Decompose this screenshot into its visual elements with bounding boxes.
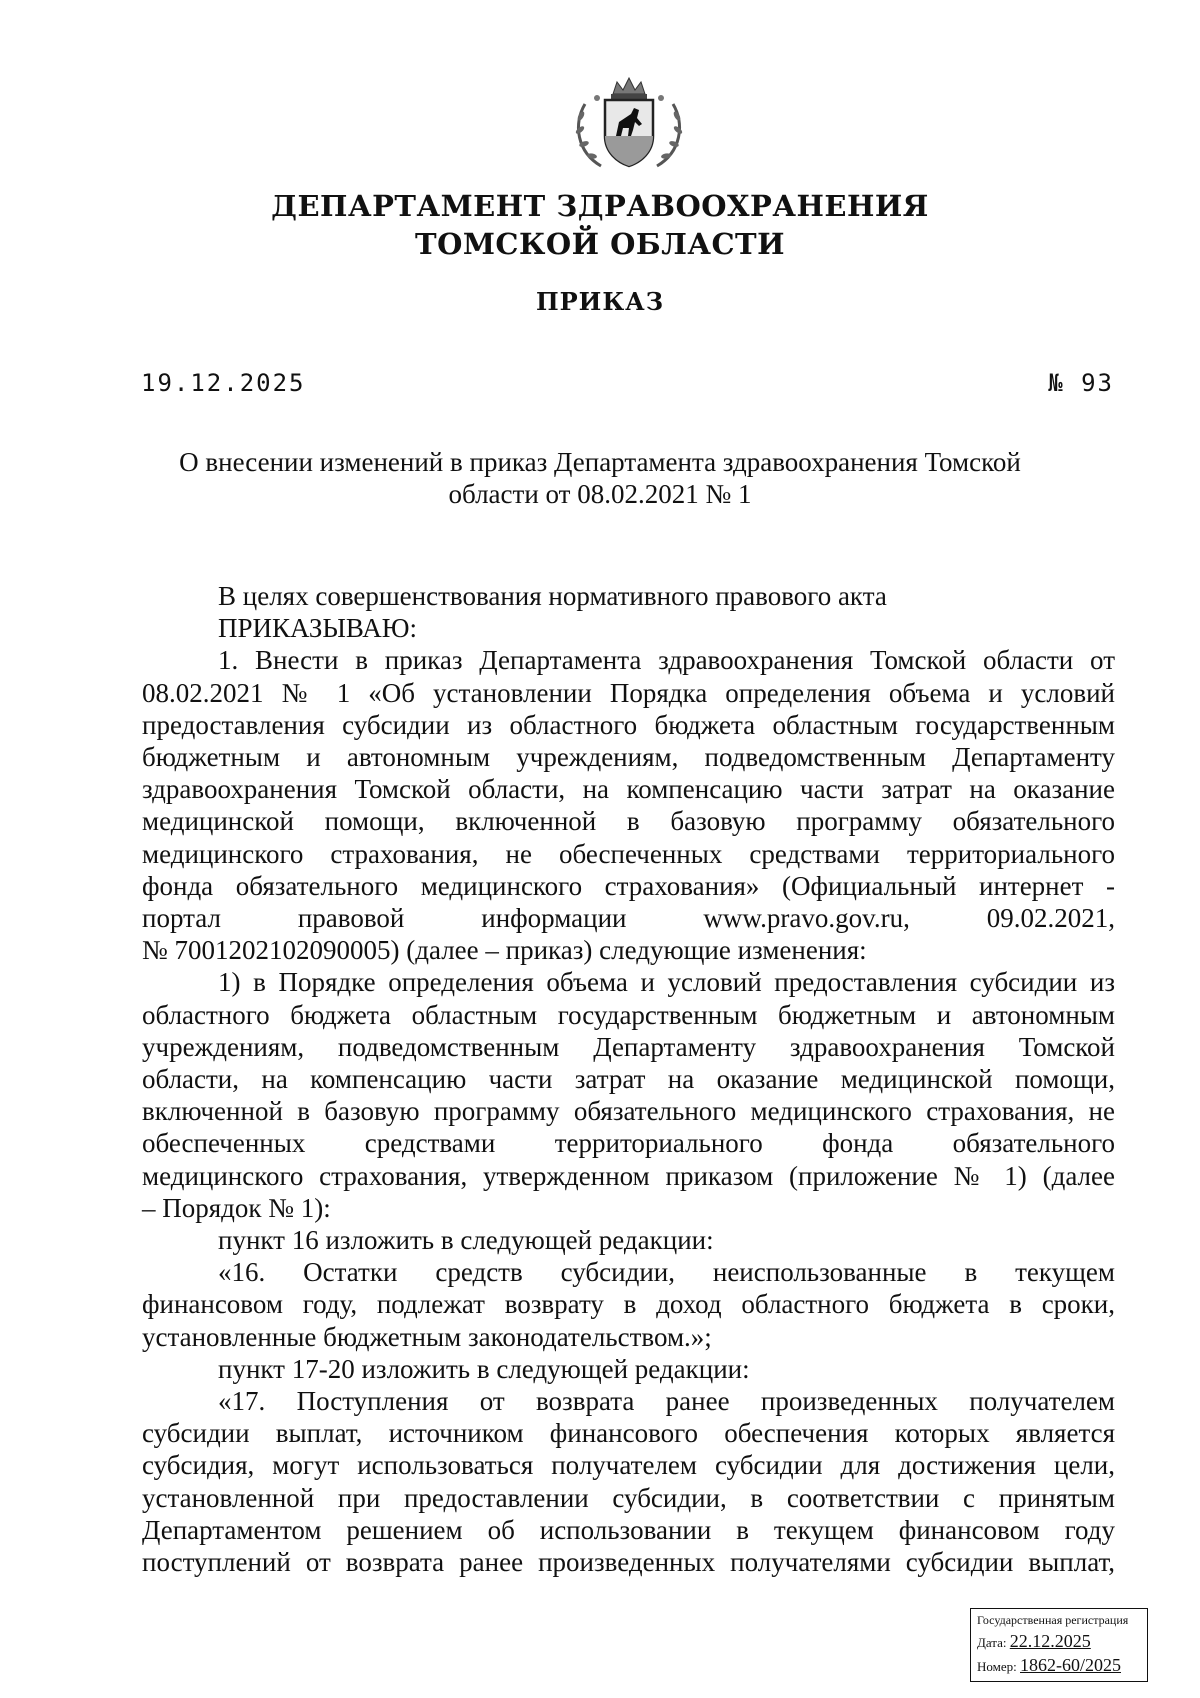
body-line: поступлений от возврата ранее произведенных получателями субсидии выплат, bbox=[142, 1547, 1115, 1578]
coat-of-arms-icon bbox=[571, 74, 687, 174]
body-line: Департаментом решением об использовании в текущем финансовом году bbox=[142, 1514, 1115, 1545]
subject-line: области от 08.02.2021 № 1 bbox=[448, 479, 752, 509]
subject-line: О внесении изменений в приказ Департамента здравоохранения Томской bbox=[179, 447, 1021, 477]
body-line: здравоохранения Томской области, на компенсацию части затрат на оказание bbox=[142, 774, 1115, 805]
body-line: финансовом году, подлежат возврату в доход областного бюджета в сроки, bbox=[142, 1289, 1115, 1320]
document-body bbox=[142, 580, 1115, 1578]
body-line: субсидия, могут использоваться получателем субсидии для достижения цели, bbox=[142, 1450, 1115, 1481]
stamp-number-label: Номер: bbox=[977, 1659, 1017, 1674]
body-line: «17. Поступления от возврата ранее произведенных получателем bbox=[218, 1386, 1115, 1417]
stamp-title: Государственная регистрация bbox=[977, 1613, 1129, 1627]
stamp-date-label: Дата: bbox=[977, 1635, 1007, 1650]
body-line: пункт 17-20 изложить в следующей редакции: bbox=[218, 1353, 750, 1384]
body-line: установленные бюджетным законодательством.»; bbox=[142, 1321, 712, 1352]
body-line: включенной в базовую программу обязательного медицинского страхования, не bbox=[142, 1096, 1115, 1127]
body-line: установленной при предоставлении субсидии, в соответствии с принятым bbox=[142, 1482, 1115, 1513]
body-line: пункт 16 изложить в следующей редакции: bbox=[218, 1225, 714, 1256]
body-line: субсидии выплат, источником финансового обеспечения которых является bbox=[142, 1418, 1115, 1449]
stamp-date-value: 22.12.2025 bbox=[1009, 1631, 1091, 1651]
body-line: предоставления субсидии из областного бюджета областным государственным bbox=[142, 709, 1115, 740]
body-line: области, на компенсацию части затрат на оказание медицинской помощи, bbox=[142, 1064, 1115, 1095]
body-line: медицинской помощи, включенной в базовую программу обязательного bbox=[142, 806, 1115, 837]
body-line: учреждениям, подведомственным Департаменту здравоохранения Томской bbox=[142, 1031, 1115, 1062]
body-line: № 7001202102090005) (далее – приказ) следующие изменения: bbox=[142, 935, 867, 966]
department-name-line1: ДЕПАРТАМЕНТ ЗДРАВООХРАНЕНИЯ bbox=[271, 189, 929, 223]
body-line: обеспеченных средствами территориального фонда обязательного bbox=[142, 1128, 1115, 1159]
stamp-number-row bbox=[977, 1655, 1121, 1677]
body-line: медицинского страхования, утвержденном приказом (приложение № 1) (далее bbox=[142, 1160, 1115, 1191]
document-date: 19.12.2025 bbox=[141, 369, 306, 397]
body-line: фонда обязательного медицинского страхования» (Официальный интернет - bbox=[142, 870, 1115, 901]
registration-stamp bbox=[970, 1608, 1148, 1682]
body-line: медицинского страхования, не обеспеченных средствами территориального bbox=[142, 838, 1115, 869]
body-line: – Порядок № 1): bbox=[142, 1192, 331, 1223]
body-line: 1. Внести в приказ Департамента здравоохранения Томской области от bbox=[218, 645, 1115, 676]
stamp-date-row bbox=[977, 1631, 1091, 1653]
document-type: ПРИКАЗ bbox=[535, 287, 665, 316]
department-name-line2: ТОМСКОЙ ОБЛАСТИ bbox=[414, 227, 786, 261]
stamp-number-value: 1862-60/2025 bbox=[1020, 1655, 1121, 1675]
body-line: областного бюджета областным государственным бюджетным и автономным bbox=[142, 999, 1115, 1030]
document-number: № 93 bbox=[1048, 369, 1114, 397]
body-line: 08.02.2021 № 1 «Об установлении Порядка определения объема и условий bbox=[142, 677, 1115, 708]
body-line: 1) в Порядке определения объема и условий предоставления субсидии из bbox=[218, 967, 1115, 998]
document-subject bbox=[150, 446, 1050, 510]
body-line: ПРИКАЗЫВАЮ: bbox=[218, 613, 417, 644]
body-line: В целях совершенствования нормативного правового акта bbox=[218, 581, 887, 611]
body-line: «16. Остатки средств субсидии, неиспользованные в текущем bbox=[218, 1257, 1115, 1288]
body-line: бюджетным и автономным учреждениям, подведомственным Департаменту bbox=[142, 742, 1115, 773]
body-line: портал правовой информации www.pravo.gov.ru, 09.02.2021, bbox=[142, 903, 1115, 934]
